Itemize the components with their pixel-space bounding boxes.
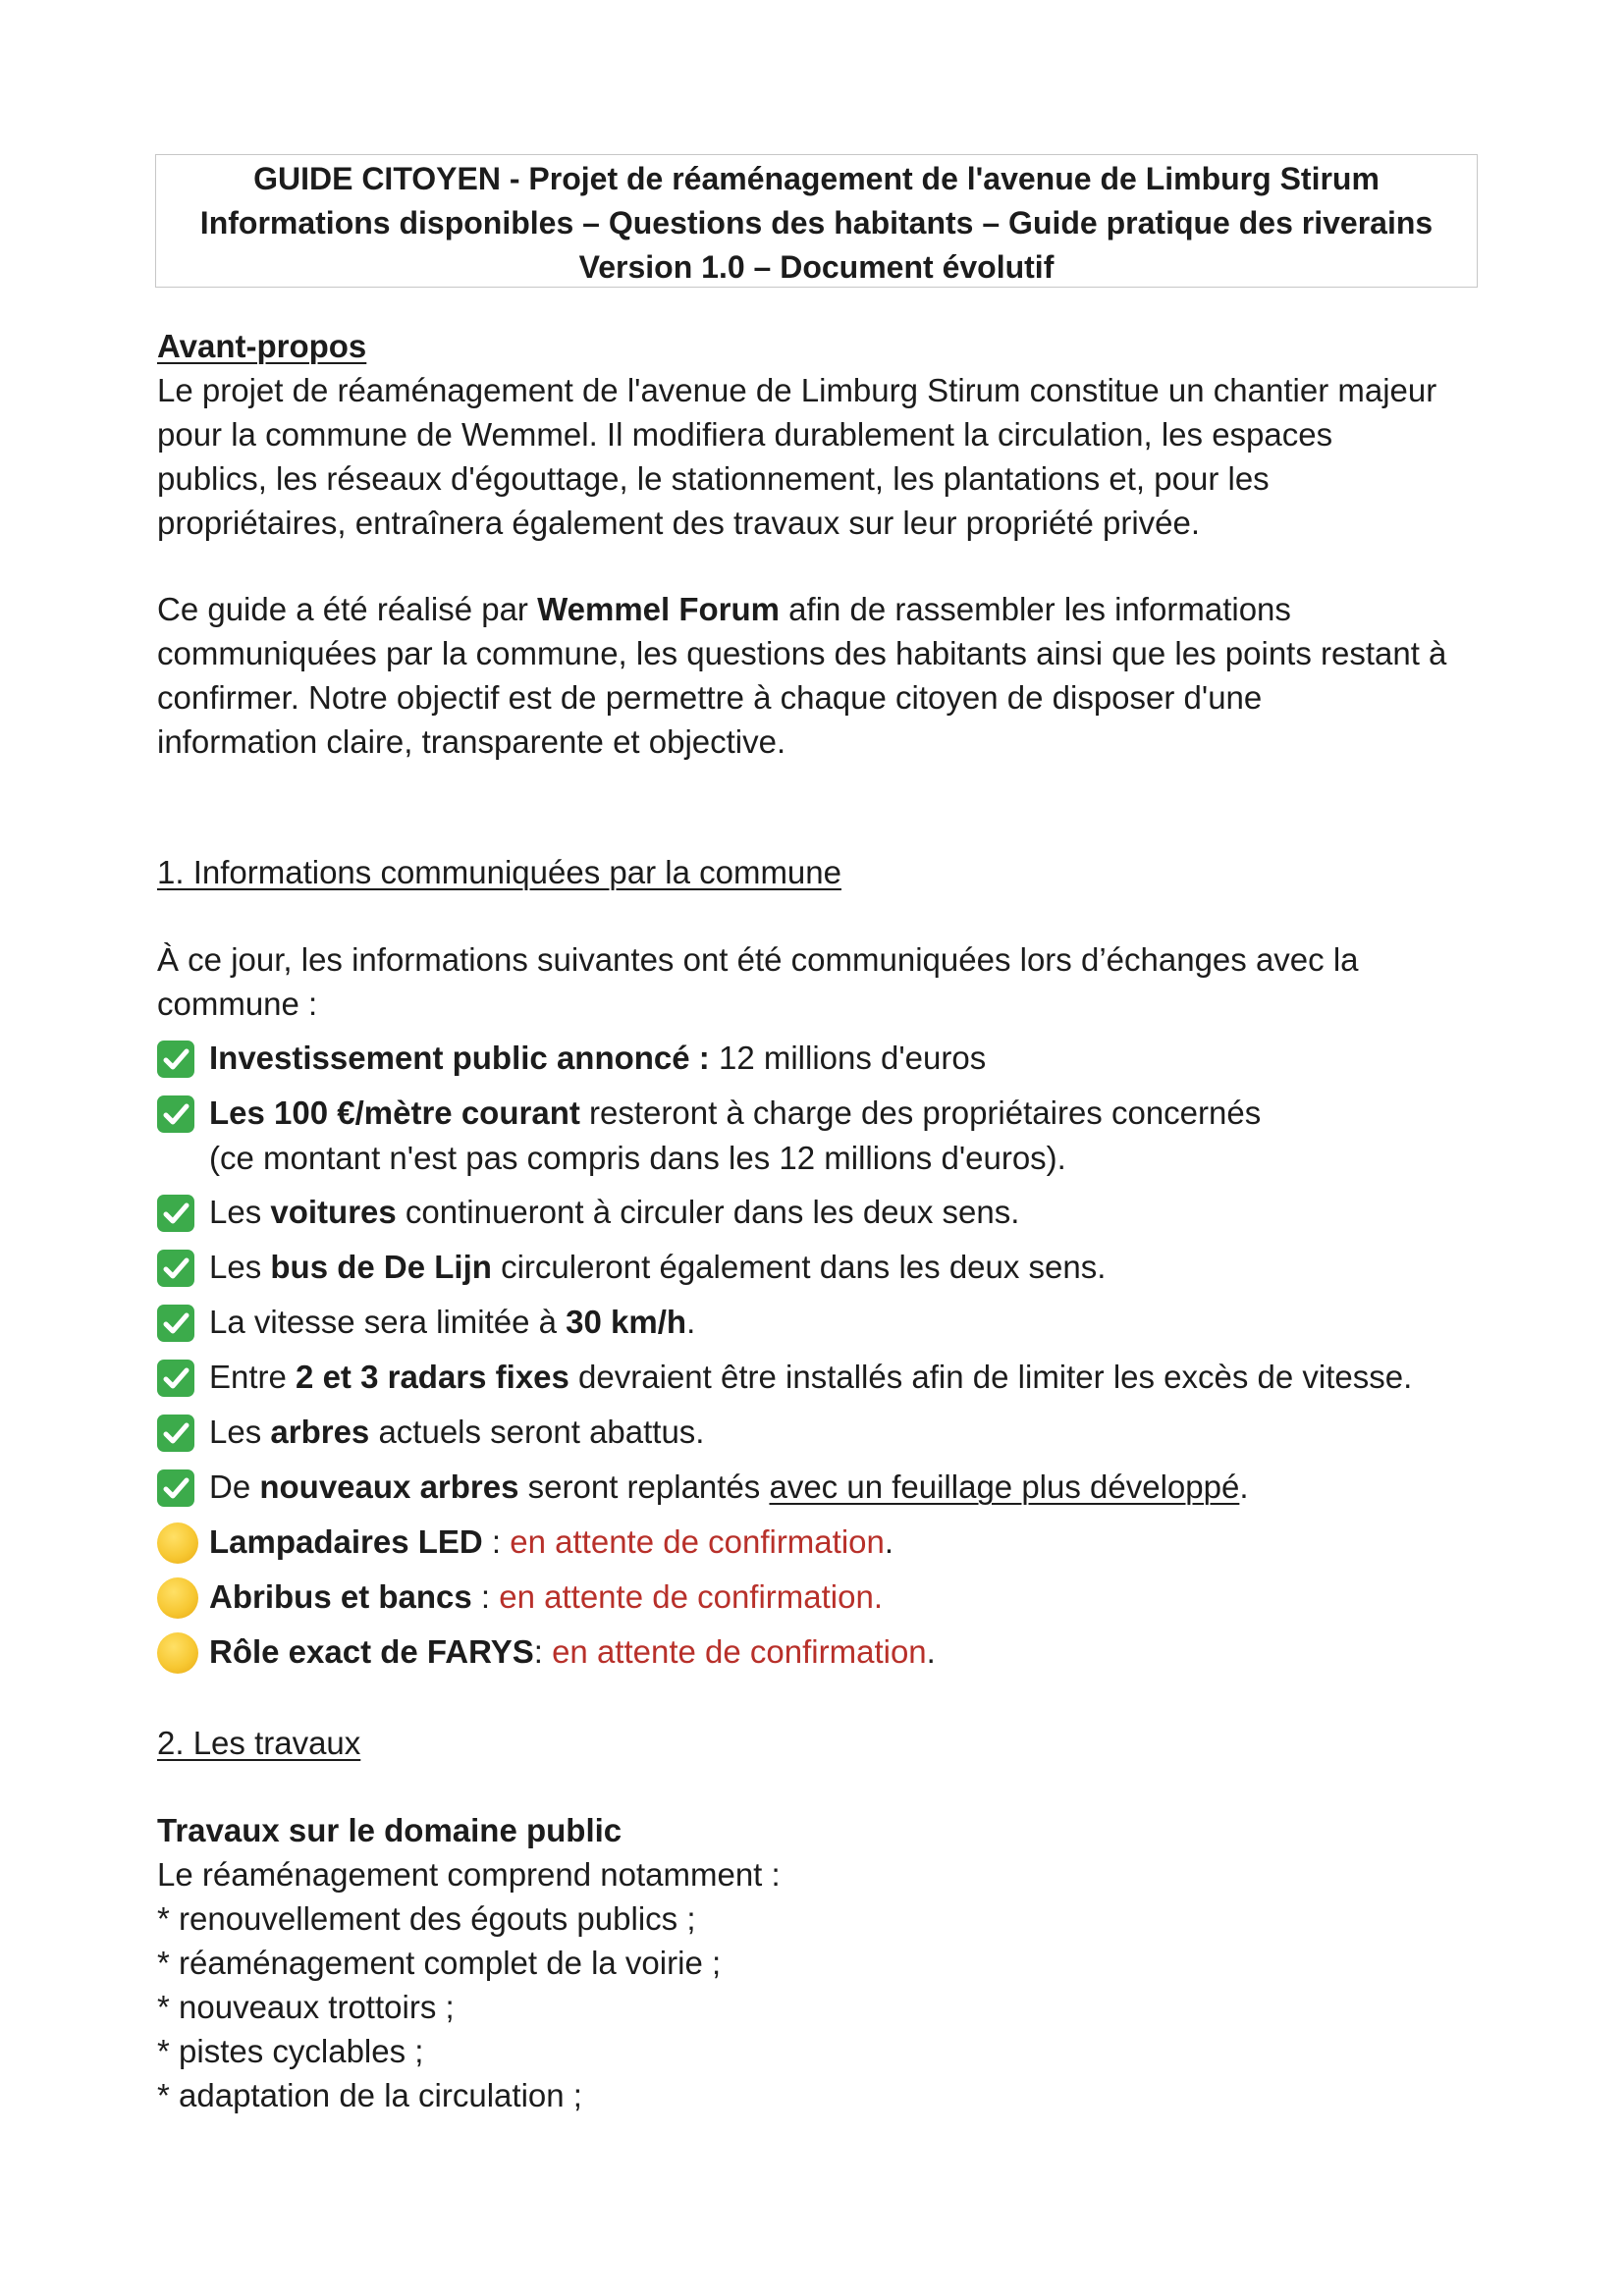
pending-text	[209, 1520, 893, 1564]
header-subtitle: Informations disponibles – Questions des habitants – Guide pratique des riverains	[199, 205, 1434, 240]
text-segment: :	[533, 1633, 553, 1670]
text-line: publics, les réseaux d'égouttage, le stationnement, les plantations et, pour les	[157, 460, 1270, 497]
list-item: * pistes cyclables ;	[157, 2033, 424, 2069]
text-segment: Les	[209, 1194, 271, 1230]
status-text: en attente de confirmation	[510, 1523, 885, 1560]
highlight-text: 2 et 3 radars fixes	[296, 1359, 569, 1395]
checklist-text	[209, 1091, 1261, 1135]
text-segment: .	[686, 1304, 696, 1340]
text-segment: Entre	[209, 1359, 297, 1395]
check-mark-icon	[157, 1250, 194, 1287]
highlight-text: Lampadaires LED	[209, 1523, 483, 1560]
foreword-title: Avant-propos	[157, 328, 367, 364]
highlight-text: Abribus et bancs	[209, 1578, 472, 1615]
text-line: confirmer. Notre objectif est de permettre à chaque citoyen de disposer d'une	[157, 679, 1263, 716]
pending-text	[209, 1629, 936, 1674]
text-segment: La vitesse sera limitée à	[209, 1304, 567, 1340]
text-line: À ce jour, les informations suivantes ont été communiquées lors d’échanges avec la	[157, 941, 1359, 978]
text-line: propriétaires, entraînera également des travaux sur leur propriété privée.	[157, 505, 1201, 541]
text-segment: continueront à circuler dans les deux sens.	[396, 1194, 1020, 1230]
highlight-text: Investissement public annoncé :	[209, 1040, 710, 1076]
text-line: communiquées par la commune, les questions des habitants ainsi que les points restant à	[157, 635, 1447, 671]
highlight-text: Rôle exact de FARYS	[209, 1633, 534, 1670]
highlight-text: nouveaux arbres	[259, 1468, 519, 1505]
check-mark-icon	[157, 1195, 194, 1232]
text-line: information claire, transparente et objective.	[157, 723, 786, 760]
pending-text	[209, 1575, 883, 1619]
checklist-text	[209, 1300, 695, 1344]
section-2-intro: Le réaménagement comprend notamment :	[157, 1856, 781, 1893]
document-header	[155, 154, 1478, 288]
section-2-title: 2. Les travaux	[157, 1725, 361, 1761]
text-line: commune :	[157, 986, 318, 1022]
text-line: pour la commune de Wemmel. Il modifiera durablement la circulation, les espaces	[157, 416, 1333, 453]
text-segment: Ce guide a été réalisé par	[157, 591, 538, 627]
checklist-text	[209, 1355, 1412, 1399]
check-mark-icon	[157, 1305, 194, 1342]
foreword-paragraph-2	[157, 587, 1492, 764]
text-segment: Les	[209, 1249, 271, 1285]
check-mark-icon	[157, 1041, 194, 1078]
check-mark-icon	[157, 1469, 194, 1507]
text-segment: .	[1239, 1468, 1249, 1505]
highlight-text: bus de De Lijn	[270, 1249, 492, 1285]
checklist-text	[209, 1245, 1106, 1289]
text-segment: seront replantés	[518, 1468, 770, 1505]
list-item: * adaptation de la circulation ;	[157, 2077, 582, 2113]
foreword-paragraph-1	[157, 368, 1492, 545]
list-item: * renouvellement des égouts publics ;	[157, 1900, 696, 1937]
yellow-circle-icon	[157, 1577, 198, 1619]
text-segment: resteront à charge des propriétaires concernés	[579, 1095, 1262, 1131]
check-mark-icon	[157, 1360, 194, 1397]
text-segment: Les	[209, 1414, 271, 1450]
highlight-text: Les 100 €/mètre courant	[209, 1095, 580, 1131]
highlight-text: arbres	[270, 1414, 370, 1450]
section-1-title: 1. Informations communiquées par la commune	[157, 854, 841, 890]
check-mark-icon	[157, 1095, 194, 1133]
text-line: Le projet de réaménagement de l'avenue de Limburg Stirum constitue un chantier majeur	[157, 372, 1437, 408]
highlight-text: voitures	[270, 1194, 397, 1230]
checklist-text	[209, 1410, 704, 1454]
text-segment: circuleront également dans les deux sens.	[491, 1249, 1107, 1285]
status-text: en attente de confirmation.	[499, 1578, 883, 1615]
text-segment: .	[884, 1523, 894, 1560]
section-2-subtitle: Travaux sur le domaine public	[157, 1812, 623, 1848]
text-segment: devraient être installés afin de limiter les excès de vitesse.	[568, 1359, 1413, 1395]
header-version: Version 1.0 – Document évolutif	[578, 249, 1055, 285]
text-line	[157, 587, 1492, 631]
status-text: en attente de confirmation	[552, 1633, 927, 1670]
section-1-intro	[157, 937, 1492, 1026]
checklist-text	[209, 1465, 1249, 1509]
yellow-circle-icon	[157, 1632, 198, 1674]
header-title: GUIDE CITOYEN - Projet de réaménagement de l'avenue de Limburg Stirum	[253, 161, 1380, 196]
list-item: * nouveaux trottoirs ;	[157, 1989, 455, 2025]
text-segment: De	[209, 1468, 260, 1505]
highlight-text: 30 km/h	[566, 1304, 687, 1340]
text-line: (ce montant n'est pas compris dans les 12 millions d'euros).	[209, 1140, 1066, 1176]
checklist-text	[209, 1036, 986, 1080]
yellow-circle-icon	[157, 1522, 198, 1564]
text-segment: :	[482, 1523, 511, 1560]
check-mark-icon	[157, 1415, 194, 1452]
text-segment: :	[471, 1578, 500, 1615]
text-segment: afin de rassembler les informations	[780, 591, 1291, 627]
list-item: * réaménagement complet de la voirie ;	[157, 1945, 722, 1981]
text-segment: .	[926, 1633, 936, 1670]
text-segment: 12 millions d'euros	[709, 1040, 987, 1076]
works-list	[157, 1896, 1492, 2117]
checklist-text	[209, 1190, 1019, 1234]
organisation-name: Wemmel Forum	[537, 591, 781, 627]
underlined-text: avec un feuillage plus développé	[769, 1468, 1240, 1505]
text-segment: actuels seront abattus.	[369, 1414, 705, 1450]
